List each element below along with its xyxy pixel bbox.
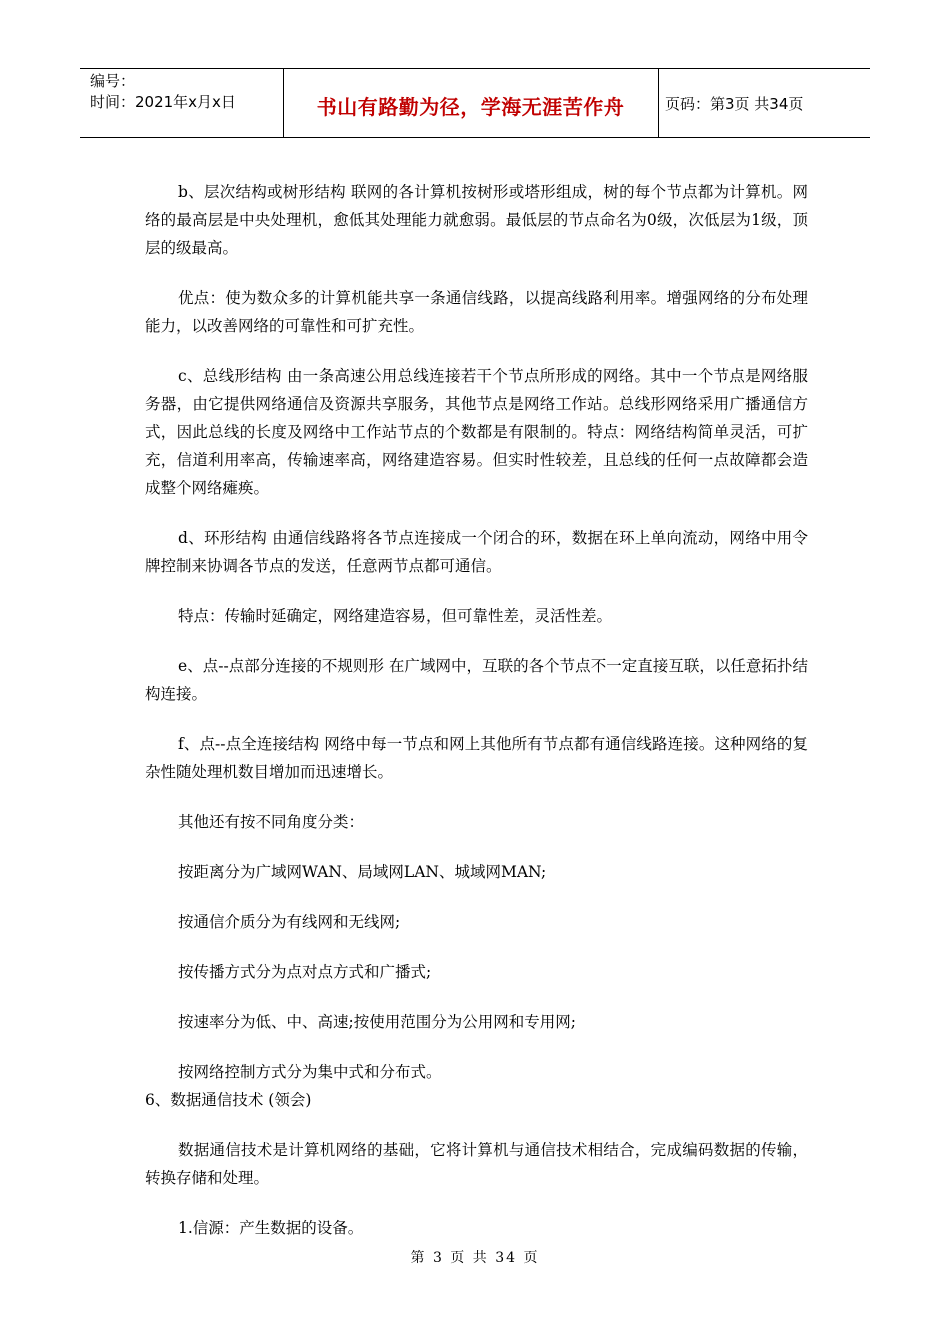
paragraph-data-communication: 数据通信技术是计算机网络的基础，它将计算机与通信技术相结合，完成编码数据的传输，转换存储和处理。 [145, 1141, 808, 1187]
paragraph-advantages: 优点：使为数众多的计算机能共享一条通信线路，以提高线路利用率。增强网络的分布处理能力，以改善网络的可靠性和可扩充性。 [145, 289, 808, 335]
paragraph-by-transmission: 按传播方式分为点对点方式和广播式; [178, 963, 432, 981]
paragraph-partial-mesh: e、点--点部分连接的不规则形 在广域网中，互联的各个节点不一定直接互联，以任意拓扑结构连接。 [145, 657, 808, 703]
section-heading-data-communication: 6、数据通信技术 (领会) [145, 1091, 312, 1109]
paragraph-by-speed: 按速率分为低、中、高速;按使用范围分为公用网和专用网; [178, 1013, 576, 1031]
header-page-info: 页码：第3页 共34页 [665, 95, 804, 113]
paragraph-other-classifications: 其他还有按不同角度分类： [178, 813, 365, 831]
paragraph-ring-structure: d、环形结构 由通信线路将各节点连接成一个闭合的环，数据在环上单向流动，网络中用令牌控制来协调各节点的发送，任意两节点都可通信。 [145, 529, 808, 575]
paragraph-ring-features: 特点：传输时延确定，网络建造容易，但可靠性差，灵活性差。 [178, 607, 613, 625]
paragraph-by-control: 按网络控制方式分为集中式和分布式。 [178, 1063, 442, 1081]
document-date: 时间：2021年x月x日 [90, 93, 236, 111]
header-motto: 书山有路勤为径，学海无涯苦作舟 [316, 95, 625, 119]
page-header [80, 68, 870, 138]
header-left-block [90, 71, 236, 113]
page-footer: 第 3 页 共 34 页 [410, 1250, 540, 1266]
document-body [145, 178, 808, 1242]
paragraph-bus-structure: c、总线形结构 由一条高速公用总线连接若干个节点所形成的网络。其中一个节点是网络服务器，由它提供网络通信及资源共享服务，其他节点是网络工作站。总线形网络采用广播通信方式，因此总线的长度及网络中工作站节点的个数都是有限制的。特点：网络结构简单灵活，可扩充，信道利用率高，传输速率高，网络建造容易。但实时性较差，且总线的任何一点故障都会造成整个网络瘫痪。 [145, 367, 808, 497]
paragraph-by-distance: 按距离分为广域网WAN、局域网LAN、城域网MAN; [178, 863, 547, 881]
paragraph-tree-structure: b、层次结构或树形结构 联网的各计算机按树形或塔形组成，树的每个节点都为计算机。网络的最高层是中央处理机，愈低其处理能力就愈弱。最低层的节点命名为0级，次低层为1级，顶层的级最高。 [145, 183, 808, 257]
document-number-label: 编号： [90, 72, 136, 90]
header-divider [658, 69, 659, 137]
paragraph-by-medium: 按通信介质分为有线网和无线网; [178, 913, 401, 931]
paragraph-full-mesh: f、点--点全连接结构 网络中每一节点和网上其他所有节点都有通信线路连接。这种网络的复杂性随处理机数目增加而迅速增长。 [145, 735, 808, 781]
paragraph-information-source: 1.信源：产生数据的设备。 [178, 1219, 364, 1237]
